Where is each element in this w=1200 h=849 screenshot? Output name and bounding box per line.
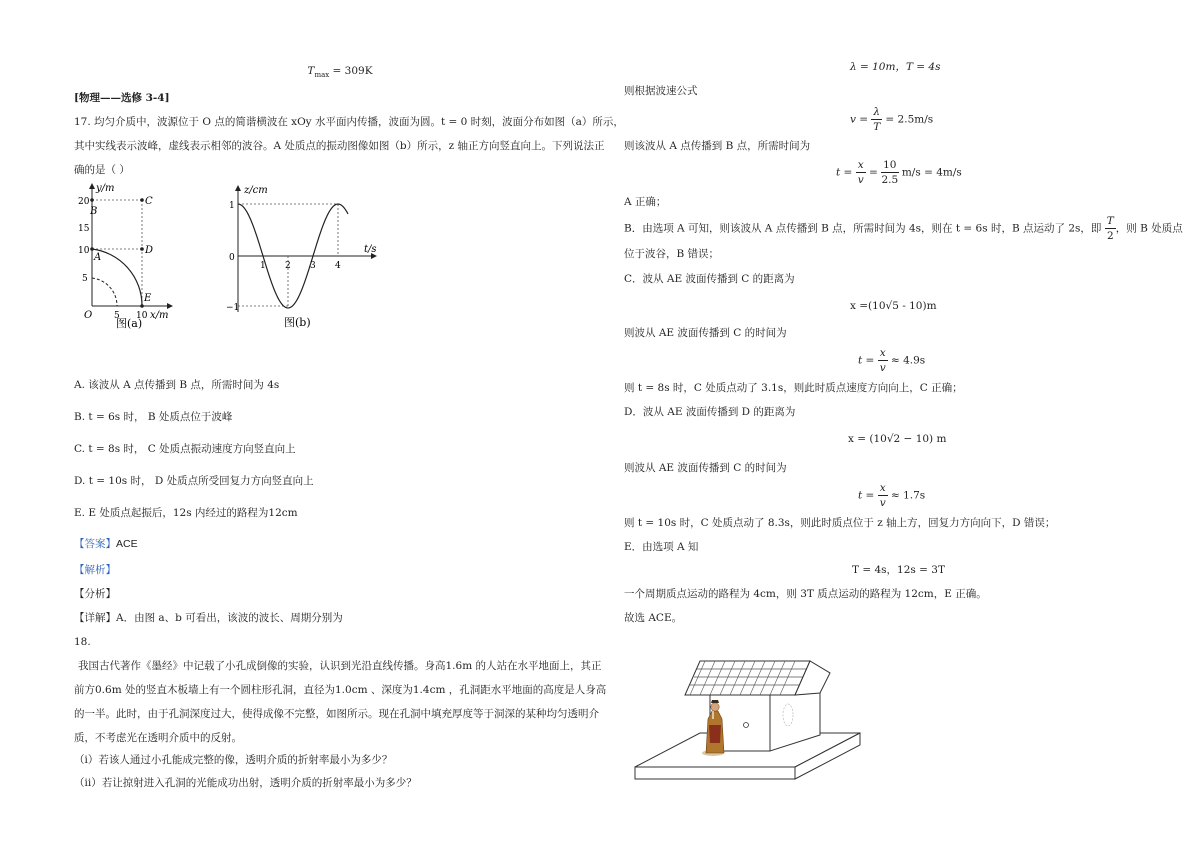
r-lambda-period: λ = 10m，T = 4s — [850, 61, 941, 73]
r-speed-formula: v = $\frac{\lambda}{T}$ = 2.5m/s — [850, 106, 934, 133]
fig-b-ytick-0: 0 — [229, 253, 235, 263]
detail-line: 【详解】A．由图 a、b 可看出，该波的波长、周期分别为 — [74, 612, 343, 624]
label-d: D — [145, 245, 154, 256]
r-e-correct: 一个周期质点运动的路程为 4cm，则 3T 质点运动的路程为 12cm，E 正确。 — [624, 588, 987, 600]
r-c-time-intro: 则波从 AE 波面传播到 C 的时间为 — [624, 327, 787, 339]
pinhole — [744, 723, 749, 728]
q18-part-i: （i）若该人通过小孔能成完整的像，透明介质的折射率最小为多少？ — [74, 754, 393, 766]
q18-para1: 我国古代著作《墨经》中记载了小孔成倒像的实验，认识到光沿直线传播。身高1.6m 的人站在水平地面上，其正 — [78, 660, 602, 672]
label-e: E — [144, 293, 152, 304]
r-wave-speed-intro: 则根据波速公式 — [624, 85, 698, 97]
fig-a-xtick-o: O — [84, 310, 93, 321]
r-d-distance: x = (10√2 − 10) m — [848, 433, 947, 445]
option-e: E. E 处质点起振后，12s 内经过的路程为12cm — [74, 507, 298, 519]
option-d: D. t = 10s 时， D 处质点所受回复力方向竖直向上 — [74, 475, 314, 487]
q18-part-ii: （ii）若让掠射进入孔洞的光能成功出射，透明介质的折射率最小为多少？ — [74, 777, 417, 789]
fig-b-caption: 图(b) — [284, 316, 311, 329]
fig-a-ytick-10: 10 — [78, 246, 90, 256]
fig-b-xtick-1: 1 — [260, 261, 266, 271]
r-e-period: T = 4s，12s = 3T — [852, 564, 945, 576]
r-d-time: t = $\frac{x}{v}$ ≈ 1.7s — [858, 482, 926, 509]
r-time-formula: t = $\frac{x}{v}$ = $\frac{10}{2.5}$ m/s = 4m/s — [836, 159, 962, 186]
r-a-correct: A 正确； — [624, 196, 667, 208]
option-b: B. t = 6s 时， B 处质点位于波峰 — [74, 411, 233, 423]
q17-line1: 17. 均匀介质中，波源位于 O 点的简谐横波在 xOy 水平面内传播，波面为圆。t = 0 时刻，波面分布如图（a）所示， — [74, 116, 624, 128]
figure-a — [72, 180, 182, 330]
r-d-time-intro: 则波从 AE 波面传播到 C 的时间为 — [624, 462, 787, 474]
fig-a-ytick-20: 20 — [78, 197, 90, 207]
answer-tag: 【答案】 — [74, 538, 116, 550]
r-option-b-line: B．由选项 A 可知，则该波从 A 点传播到 B 点，所需时间为 4s，则在 t = 6s 时，B 点运动了 2s，即 $\frac{T}{2}$ ，则 B 处质点 — [624, 215, 1183, 242]
fig-a-xtick-10: 10 — [136, 311, 148, 321]
r-final-answer: 故选 ACE。 — [624, 612, 683, 624]
r-d-distance-intro: D．波从 AE 波面传播到 D 的距离为 — [624, 406, 796, 418]
point-a — [90, 247, 94, 251]
fig-a-xtick-5: 5 — [114, 311, 120, 321]
figure-b — [226, 182, 386, 330]
r-c-time: t = $\frac{x}{v}$ ≈ 4.9s — [858, 347, 926, 374]
tmax-equation: $T_{max} = 309K$ — [307, 65, 373, 80]
fig-b-ytick-neg1: −1 — [226, 303, 240, 313]
q17-line3: 确的是（ ） — [74, 164, 130, 176]
fig-b-xtick-2: 2 — [285, 261, 291, 271]
pinhole-illustration — [630, 655, 870, 790]
label-b: B — [90, 206, 98, 217]
fig-b-xlabel: t/s — [364, 244, 377, 255]
fig-b-ylabel: z/cm — [244, 185, 268, 196]
answer-value: ACE — [116, 538, 138, 550]
fig-b-ytick-1: 1 — [229, 201, 235, 211]
fig-b-xtick-4: 4 — [335, 261, 341, 271]
point-e — [140, 304, 144, 308]
fig-a-ytick-15: 15 — [78, 224, 90, 234]
r-d-wrong: 则 t = 10s 时，C 处质点动了 8.3s，则此时质点位于 z 轴上方，回复力方向向下，D 错误； — [624, 517, 1056, 529]
q18-para4: 质，不考虑光在透明介质中的反射。 — [74, 732, 242, 744]
section-heading: [物理——选修 3-4] — [74, 92, 170, 104]
option-c: C. t = 8s 时， C 处质点振动速度方向竖直向上 — [74, 443, 296, 455]
fig-a-xlabel: x/m — [150, 310, 169, 321]
trough-arc — [92, 278, 117, 306]
point-b — [90, 198, 94, 202]
answer-line — [74, 537, 138, 551]
r-time-a-to-b: 则该波从 A 点传播到 B 点，所需时间为 — [624, 140, 811, 152]
label-a: A — [94, 252, 102, 263]
r-c-correct: 则 t = 8s 时，C 处质点动了 3.1s，则此时质点速度方向向上，C 正确； — [624, 382, 963, 394]
q18-number: 18. — [74, 636, 91, 648]
q18-para3: 的一半。此时，由于孔洞深度过大，使得成像不完整，如图所示。现在孔洞中填充厚度等于洞深的某种均匀透明介 — [74, 708, 599, 720]
q17-line2: 其中实线表示波峰，虚线表示相邻的波谷。A 处质点的振动图像如图（b）所示，z 轴正方向竖直向上。下列说法正 — [74, 140, 605, 152]
fig-b-xtick-3: 3 — [310, 261, 316, 271]
fenxi-tag: 【分析】 — [74, 588, 116, 600]
r-c-distance-intro: C．波从 AE 波面传播到 C 的距离为 — [624, 273, 795, 285]
r-c-distance: x =(10√5 - 10)m — [850, 300, 937, 312]
r-e-intro: E．由选项 A 知 — [624, 541, 699, 553]
point-c — [140, 198, 144, 202]
option-a: A. 该波从 A 点传播到 B 点，所需时间为 4s — [74, 379, 280, 391]
label-c: C — [145, 196, 153, 207]
fig-a-ytick-5: 5 — [82, 274, 88, 284]
point-d — [140, 247, 144, 251]
q18-para2: 前方0.6m 处的竖直木板墙上有一个圆柱形孔洞，直径为1.0cm 、深度为1.4cm ，孔洞距水平地面的高度是人身高 — [74, 684, 607, 696]
fig-a-caption: 图(a) — [116, 317, 143, 330]
analysis-tag: 【解析】 — [74, 564, 116, 576]
r-b-wrong: 位于波谷，B 错误； — [624, 248, 720, 260]
fig-a-ylabel: y/m — [96, 183, 115, 194]
